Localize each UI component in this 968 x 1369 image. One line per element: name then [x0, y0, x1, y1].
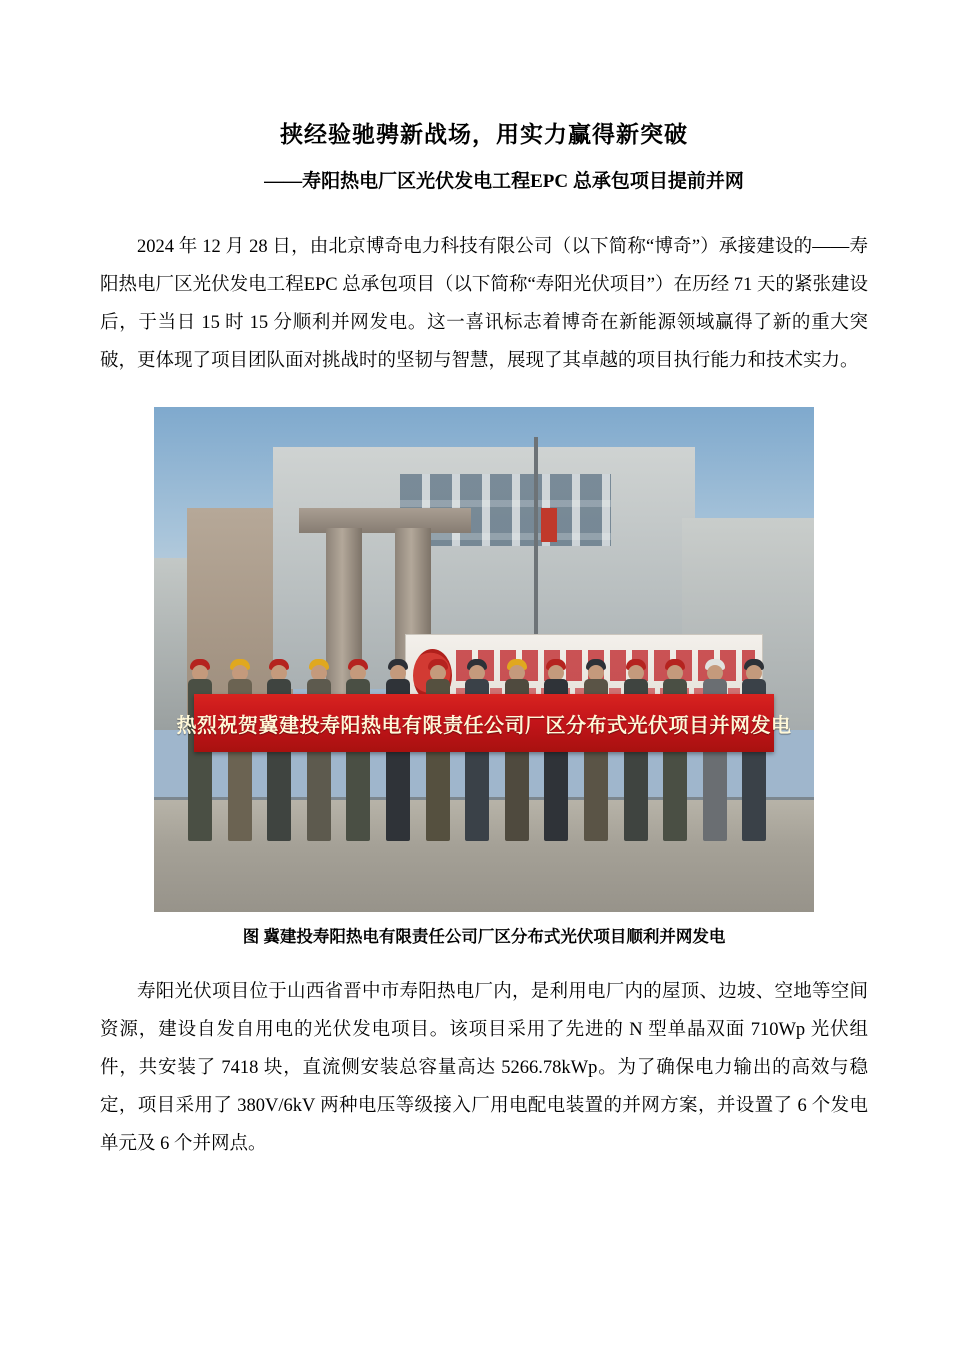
- figure-caption: 图 冀建投寿阳热电有限责任公司厂区分布式光伏项目顺利并网发电: [242, 926, 726, 946]
- page-title: 挟经验驰骋新战场，用实力赢得新突破: [280, 122, 688, 147]
- paragraph-2: 寿阳光伏项目位于山西省晋中市寿阳热电厂内，是利用电厂内的屋顶、边坡、空地等空间资源，建设自发自用电的光伏发电项目。该项目采用了先进的 N 型单晶双面 710Wp 光伏组件，共安装了 7418 块，直流侧安装总容量高达 5266.78kWp。为了确保电力输出的高效与稳定，项目采用了 380V/6kV 两种电压等级接入厂用电配电装置的并网方案，并设置了 6 个发电单元及 6 个并网点。: [100, 981, 868, 1154]
- photo-flag: [541, 508, 557, 542]
- figure-block: [100, 407, 868, 950]
- photo-red-banner: [176, 694, 792, 752]
- banner-text: 热烈祝贺冀建投寿阳热电有限责任公司厂区分布式光伏项目并网发电: [176, 714, 792, 737]
- paragraph-1: 2024 年 12 月 28 日，由北京博奇电力科技有限公司（以下简称“博奇”）承接建设的——寿阳热电厂区光伏发电工程EPC 总承包项目（以下简称“寿阳光伏项目”）在历经 71 天的紧张建设后，于当日 15 时 15 分顺利并网发电。这一喜讯标志着博奇在新能源领域赢得了新的重大突破，更体现了项目团队面对挑战时的坚韧与智慧，展现了其卓越的项目执行能力和技术实力。: [100, 236, 868, 371]
- page-subtitle: ——寿阳热电厂区光伏发电工程EPC 总承包项目提前并网: [264, 170, 744, 192]
- title-block: [100, 0, 868, 197]
- figure-photo: [154, 407, 814, 912]
- photo-flag-pole: [534, 437, 538, 659]
